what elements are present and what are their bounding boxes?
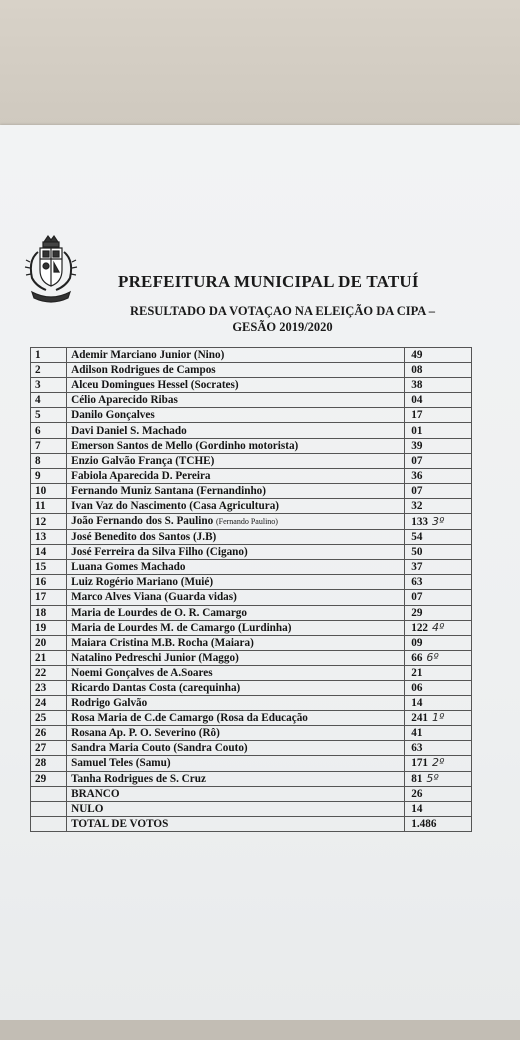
table-row xyxy=(31,408,472,423)
candidate-name-cell xyxy=(67,756,405,771)
table-row xyxy=(31,378,472,393)
votes-table xyxy=(30,347,472,832)
vote-count-cell xyxy=(405,665,472,680)
candidate-name: José Benedito dos Santos (J.B) xyxy=(71,531,217,544)
handwritten-rank: 2º xyxy=(432,756,445,770)
vote-count-cell xyxy=(405,545,472,560)
candidate-number xyxy=(31,801,67,816)
candidate-number: 28 xyxy=(31,756,67,771)
candidate-number: 12 xyxy=(31,514,67,530)
candidate-number: 18 xyxy=(31,605,67,620)
vote-count: 63 xyxy=(411,576,423,589)
vote-count-cell xyxy=(405,726,472,741)
candidate-name: Tanha Rodrigues de S. Cruz xyxy=(71,772,206,785)
table-row xyxy=(31,650,472,665)
candidate-name-cell xyxy=(67,605,405,620)
candidate-name-cell xyxy=(67,786,405,801)
table-row xyxy=(31,726,472,741)
vote-count: 241 xyxy=(411,712,429,725)
background-surface xyxy=(0,1020,520,1040)
candidate-name: Adilson Rodrigues de Campos xyxy=(71,364,216,377)
table-row xyxy=(31,665,472,680)
candidate-name: Rosa Maria de C.de Camargo (Rosa da Educação xyxy=(71,712,308,725)
candidate-number: 11 xyxy=(31,498,67,513)
table-row xyxy=(31,756,472,771)
table-row xyxy=(31,468,472,483)
vote-count-cell xyxy=(405,590,472,605)
table-row xyxy=(31,711,472,726)
handwritten-rank: 6º xyxy=(426,650,439,664)
vote-count-cell xyxy=(405,786,472,801)
candidate-number: 9 xyxy=(31,468,67,483)
candidate-number: 22 xyxy=(31,665,67,680)
candidate-name: Luiz Rogério Mariano (Muié) xyxy=(71,576,214,589)
vote-count-cell xyxy=(405,393,472,408)
vote-count: 04 xyxy=(411,394,423,407)
table-row xyxy=(31,741,472,756)
candidate-name: Enzio Galvão França (TCHE) xyxy=(71,454,215,467)
candidate-number: 21 xyxy=(31,650,67,665)
candidate-name-cell xyxy=(67,711,405,726)
candidate-name-cell xyxy=(67,590,405,605)
vote-count: 17 xyxy=(411,409,423,422)
handwritten-rank: 3º xyxy=(432,514,445,528)
candidate-name: Rosana Ap. P. O. Severino (Rô) xyxy=(71,727,220,740)
candidate-number: 4 xyxy=(31,393,67,408)
candidate-name: Maria de Lourdes M. de Camargo (Lurdinha) xyxy=(71,621,292,634)
candidate-name-cell xyxy=(67,530,405,545)
candidate-name-cell xyxy=(67,680,405,695)
vote-count-cell xyxy=(405,560,472,575)
vote-count: 09 xyxy=(411,636,423,649)
vote-count: 06 xyxy=(411,682,423,695)
candidate-number: 16 xyxy=(31,575,67,590)
vote-count: 14 xyxy=(411,697,423,710)
candidate-name-cell xyxy=(67,483,405,498)
candidate-name-cell xyxy=(67,363,405,378)
vote-count: 26 xyxy=(411,787,423,800)
candidate-name: Davi Daniel S. Machado xyxy=(71,424,187,437)
coat-of-arms-icon xyxy=(22,232,80,306)
candidate-name: José Ferreira da Silva Filho (Cigano) xyxy=(71,546,248,559)
handwritten-rank: 4º xyxy=(432,620,445,634)
document-subtitle xyxy=(110,303,455,335)
vote-count: 32 xyxy=(411,499,423,512)
candidate-number: 8 xyxy=(31,453,67,468)
candidate-number: 3 xyxy=(31,378,67,393)
table-row xyxy=(31,560,472,575)
candidate-name: Natalino Pedreschi Junior (Maggo) xyxy=(71,651,239,664)
candidate-name-cell xyxy=(67,665,405,680)
vote-count-cell xyxy=(405,680,472,695)
vote-count: 29 xyxy=(411,606,423,619)
vote-count-cell xyxy=(405,801,472,816)
vote-count-cell xyxy=(405,378,472,393)
candidate-name: Rodrigo Galvão xyxy=(71,697,148,710)
candidate-number: 14 xyxy=(31,545,67,560)
candidate-name-cell xyxy=(67,348,405,363)
vote-count: 07 xyxy=(411,591,423,604)
vote-count: 41 xyxy=(411,727,423,740)
table-row xyxy=(31,423,472,438)
table-row xyxy=(31,696,472,711)
vote-count-cell xyxy=(405,816,472,831)
vote-count-cell xyxy=(405,348,472,363)
candidate-name-cell xyxy=(67,545,405,560)
candidate-number: 23 xyxy=(31,680,67,695)
vote-count-cell xyxy=(405,423,472,438)
candidate-name: Danilo Gonçalves xyxy=(71,409,155,422)
candidate-name-cell xyxy=(67,741,405,756)
candidate-number: 5 xyxy=(31,408,67,423)
candidate-name: TOTAL DE VOTOS xyxy=(71,817,169,830)
vote-count-cell xyxy=(405,605,472,620)
table-row xyxy=(31,393,472,408)
candidate-name-cell xyxy=(67,378,405,393)
candidate-number: 7 xyxy=(31,438,67,453)
vote-count: 36 xyxy=(411,469,423,482)
background-wall xyxy=(0,0,520,125)
candidate-name-cell xyxy=(67,393,405,408)
vote-count-cell xyxy=(405,771,472,786)
table-row xyxy=(31,605,472,620)
subtitle-line: RESULTADO DA VOTAÇAO NA ELEIÇÃO DA CIPA – xyxy=(129,304,436,318)
candidate-name: BRANCO xyxy=(71,787,120,800)
vote-count: 133 xyxy=(411,515,429,528)
candidate-name: Ivan Vaz do Nascimento (Casa Agricultura) xyxy=(71,499,280,512)
candidate-name: Luana Gomes Machado xyxy=(71,561,186,574)
vote-count: 14 xyxy=(411,802,423,815)
candidate-number: 13 xyxy=(31,530,67,545)
candidate-name: Ademir Marciano Junior (Nino) xyxy=(71,349,225,362)
table-row xyxy=(31,771,472,786)
vote-count: 21 xyxy=(411,666,423,679)
vote-count: 122 xyxy=(411,621,429,634)
votes-table-body xyxy=(31,348,472,832)
table-row xyxy=(31,453,472,468)
candidate-name-cell xyxy=(67,816,405,831)
vote-count-cell xyxy=(405,711,472,726)
vote-count-cell xyxy=(405,635,472,650)
candidate-name: Emerson Santos de Mello (Gordinho motorista) xyxy=(71,439,299,452)
vote-count: 39 xyxy=(411,439,423,452)
table-row xyxy=(31,363,472,378)
vote-count: 1.486 xyxy=(411,817,437,830)
candidate-name: Fabiola Aparecida D. Pereira xyxy=(71,469,211,482)
table-row xyxy=(31,514,472,530)
vote-count-cell xyxy=(405,514,472,530)
candidate-number: 25 xyxy=(31,711,67,726)
table-row xyxy=(31,530,472,545)
vote-count: 171 xyxy=(411,757,429,770)
page-title: PREFEITURA MUNICIPAL DE TATUÍ xyxy=(118,272,419,291)
candidate-name: NULO xyxy=(71,802,104,815)
candidate-number: 20 xyxy=(31,635,67,650)
candidate-name-cell xyxy=(67,468,405,483)
candidate-name-cell xyxy=(67,438,405,453)
vote-count: 63 xyxy=(411,742,423,755)
candidate-number: 27 xyxy=(31,741,67,756)
table-row xyxy=(31,348,472,363)
candidate-nickname: (Fernando Paulino) xyxy=(215,517,278,527)
candidate-name: Célio Aparecido Ribas xyxy=(71,394,178,407)
table-row xyxy=(31,680,472,695)
vote-count: 07 xyxy=(411,484,423,497)
table-row xyxy=(31,816,472,831)
vote-count-cell xyxy=(405,468,472,483)
candidate-number: 24 xyxy=(31,696,67,711)
table-row xyxy=(31,498,472,513)
candidate-name-cell xyxy=(67,771,405,786)
vote-count-cell xyxy=(405,756,472,771)
vote-count-cell xyxy=(405,438,472,453)
vote-count: 66 xyxy=(411,651,423,664)
candidate-name: Marco Alves Viana (Guarda vidas) xyxy=(71,591,237,604)
candidate-name: João Fernando dos S. Paulino xyxy=(71,515,214,528)
candidate-name: Sandra Maria Couto (Sandra Couto) xyxy=(71,742,248,755)
candidate-name: Alceu Domingues Hessel (Socrates) xyxy=(71,379,239,392)
table-row xyxy=(31,483,472,498)
candidate-number: 15 xyxy=(31,560,67,575)
candidate-name-cell xyxy=(67,575,405,590)
candidate-name-cell xyxy=(67,514,405,530)
candidate-number: 29 xyxy=(31,771,67,786)
vote-count: 01 xyxy=(411,424,423,437)
vote-count-cell xyxy=(405,483,472,498)
candidate-number: 17 xyxy=(31,590,67,605)
table-row xyxy=(31,786,472,801)
subtitle-line: GESÃO 2019/2020 xyxy=(232,320,333,334)
vote-count: 07 xyxy=(411,454,423,467)
vote-count-cell xyxy=(405,530,472,545)
table-row xyxy=(31,620,472,635)
candidate-number: 1 xyxy=(31,348,67,363)
vote-count-cell xyxy=(405,453,472,468)
candidate-name: Samuel Teles (Samu) xyxy=(71,757,171,770)
table-row xyxy=(31,575,472,590)
vote-count: 49 xyxy=(411,349,423,362)
candidate-name-cell xyxy=(67,453,405,468)
table-row xyxy=(31,590,472,605)
table-row xyxy=(31,635,472,650)
candidate-number: 6 xyxy=(31,423,67,438)
candidate-number xyxy=(31,816,67,831)
candidate-name-cell xyxy=(67,560,405,575)
vote-count: 50 xyxy=(411,546,423,559)
candidate-name-cell xyxy=(67,423,405,438)
candidate-name: Ricardo Dantas Costa (carequinha) xyxy=(71,682,241,695)
candidate-name-cell xyxy=(67,620,405,635)
candidate-name-cell xyxy=(67,408,405,423)
table-row xyxy=(31,801,472,816)
candidate-name: Maiara Cristina M.B. Rocha (Maiara) xyxy=(71,636,254,649)
candidate-number: 10 xyxy=(31,483,67,498)
vote-count: 81 xyxy=(411,772,423,785)
vote-count-cell xyxy=(405,408,472,423)
handwritten-rank: 5º xyxy=(426,771,439,785)
candidate-number: 26 xyxy=(31,726,67,741)
table-row xyxy=(31,545,472,560)
candidate-name-cell xyxy=(67,498,405,513)
vote-count-cell xyxy=(405,696,472,711)
vote-count: 37 xyxy=(411,561,423,574)
vote-count-cell xyxy=(405,575,472,590)
candidate-name: Maria de Lourdes de O. R. Camargo xyxy=(71,606,247,619)
candidate-number xyxy=(31,786,67,801)
vote-count-cell xyxy=(405,498,472,513)
candidate-name: Fernando Muniz Santana (Fernandinho) xyxy=(71,484,266,497)
vote-count: 38 xyxy=(411,379,423,392)
vote-count: 08 xyxy=(411,364,423,377)
vote-count-cell xyxy=(405,620,472,635)
table-row xyxy=(31,438,472,453)
vote-count-cell xyxy=(405,650,472,665)
handwritten-rank: 1º xyxy=(432,711,445,725)
candidate-name-cell xyxy=(67,650,405,665)
candidate-name-cell xyxy=(67,635,405,650)
candidate-name-cell xyxy=(67,801,405,816)
candidate-number: 19 xyxy=(31,620,67,635)
candidate-name-cell xyxy=(67,726,405,741)
candidate-name-cell xyxy=(67,696,405,711)
vote-count-cell xyxy=(405,363,472,378)
candidate-name: Noemi Gonçalves de A.Soares xyxy=(71,666,213,679)
candidate-number: 2 xyxy=(31,363,67,378)
vote-count: 54 xyxy=(411,531,423,544)
vote-count-cell xyxy=(405,741,472,756)
